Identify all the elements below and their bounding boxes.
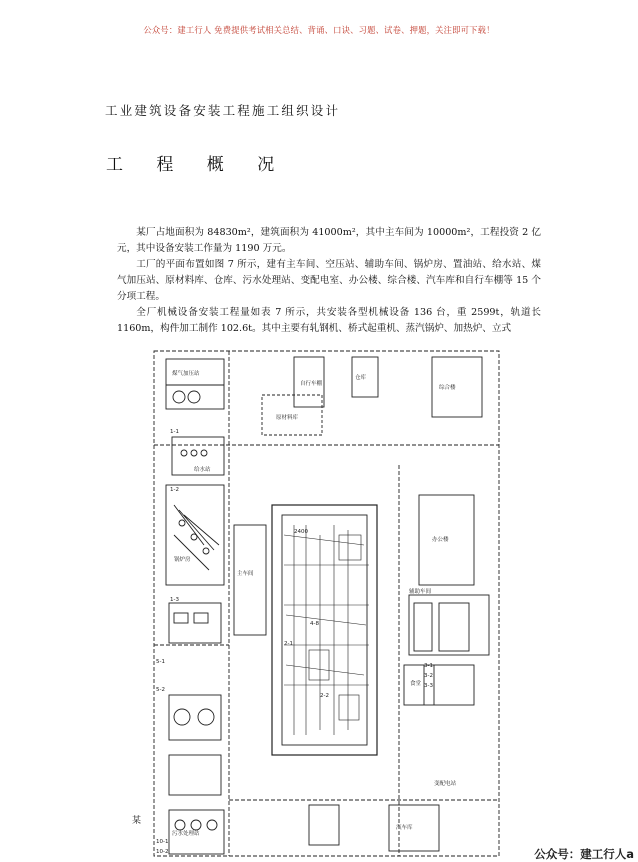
- plan-code: 1-2: [170, 487, 179, 493]
- plan-code: 3-2: [424, 673, 433, 679]
- body-text: [117, 225, 541, 337]
- plan-code: 4-8: [310, 621, 319, 627]
- section-heading: 工 程 概 况: [106, 155, 289, 175]
- plan-label-garage: 汽车库: [396, 825, 413, 831]
- pipe-rack: [309, 805, 339, 845]
- plan-label-bicycle: 自行车棚: [300, 381, 323, 387]
- site-plan-figure: [134, 345, 504, 861]
- plan-code: 5-1: [156, 659, 165, 665]
- document-title: 工业建筑设备安装工程施工组织设计: [105, 103, 341, 118]
- plan-code: 10-2: [156, 849, 169, 855]
- plan-label-comprehensive: 综合楼: [439, 385, 456, 391]
- plan-label-gas: 煤气加压站: [172, 371, 200, 377]
- top-banner: 公众号：建工行人 免费提供考试相关总结、背诵、口诀、习题、试卷、押题，关注即可下载！: [143, 25, 495, 35]
- plan-label-warehouse: 仓库: [355, 375, 367, 381]
- plan-label-dim: 2400: [294, 529, 308, 535]
- plan-code: 1-1: [170, 429, 179, 435]
- plan-code: 10-1: [156, 839, 169, 845]
- plan-label-boiler: 锅炉房: [174, 557, 191, 563]
- plan-label-aux-shop: 辅助车间: [409, 589, 432, 595]
- footer-watermark: 公众号：建工行人a: [534, 847, 634, 861]
- boiler-room-block: [166, 485, 224, 585]
- pump-block: [169, 755, 221, 795]
- aux-shop-block: [234, 525, 266, 635]
- plan-label-main-shop: 主车间: [237, 571, 254, 577]
- plan-code: 3-1: [424, 663, 433, 669]
- canteen-block: [409, 595, 489, 655]
- plan-code: 3-3: [424, 683, 433, 689]
- plan-label-substation: 变配电站: [434, 781, 457, 787]
- tank-block: [169, 695, 221, 740]
- plan-label-water: 给水站: [194, 467, 211, 473]
- paragraph-2: 工厂的平面布置如图 7 所示，建有主车间、空压站、辅助车间、锅炉房、置油站、给水站、煤气加压站、原材料库、仓库、污水处理站、变配电室、办公楼、综合楼、汽车库和自行车棚等 15 个分项工程。: [117, 259, 541, 302]
- plan-label-sewage: 污水处理站: [172, 831, 200, 837]
- plan-code: 2-1: [284, 641, 293, 647]
- paragraph-1: 某厂占地面积为 84830m²，建筑面积为 41000m²，其中主车间为 10000m²，工程投资 2 亿元，其中设备安装工作量为 1190 万元。: [117, 227, 541, 254]
- paragraph-3: 全厂机械设备安装工程量如表 7 所示，共安装各型机械设备 136 台，重 2599t，轨道长 1160m，构件加工制作 102.6t。其中主要有轧钢机、桥式起重机、蒸汽锅炉、加热炉、立式: [117, 307, 541, 334]
- plan-label-canteen: 食堂: [410, 681, 422, 687]
- figure-marker: 某: [132, 816, 142, 826]
- plan-label-office: 办公楼: [432, 537, 449, 543]
- plan-code: 5-2: [156, 687, 165, 693]
- plan-code: 1-3: [170, 597, 179, 603]
- plan-code: 2-2: [320, 693, 329, 699]
- plan-label-materials: 原材料库: [276, 415, 299, 421]
